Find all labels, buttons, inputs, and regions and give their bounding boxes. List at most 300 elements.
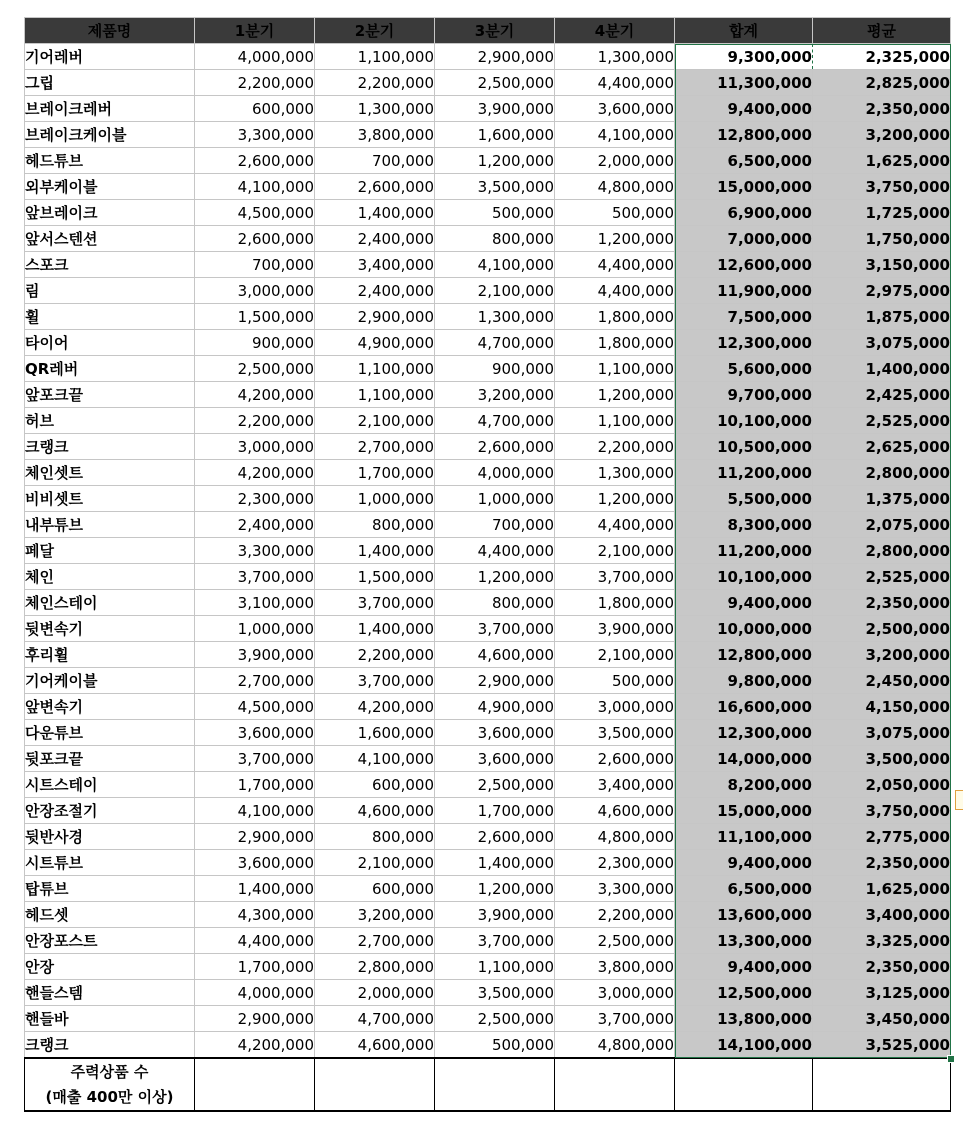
column-header[interactable]: 4분기 [555,18,675,44]
quarter-cell[interactable]: 2,200,000 [195,408,315,434]
quarter-cell[interactable]: 4,800,000 [555,174,675,200]
quarter-cell[interactable]: 3,600,000 [435,720,555,746]
quarter-cell[interactable]: 3,700,000 [315,668,435,694]
quarter-cell[interactable]: 4,400,000 [555,278,675,304]
product-name-cell[interactable]: 체인 [25,564,195,590]
quarter-cell[interactable]: 3,300,000 [195,538,315,564]
quarter-cell[interactable]: 1,100,000 [315,356,435,382]
quarter-cell[interactable]: 2,500,000 [435,1006,555,1032]
total-cell[interactable]: 11,300,000 [675,70,813,96]
product-name-cell[interactable]: 허브 [25,408,195,434]
average-cell[interactable]: 1,725,000 [813,200,951,226]
quarter-cell[interactable]: 1,200,000 [435,148,555,174]
quarter-cell[interactable]: 4,100,000 [555,122,675,148]
product-name-cell[interactable]: 림 [25,278,195,304]
footer-cell-avg[interactable] [813,1058,951,1111]
quarter-cell[interactable]: 2,200,000 [555,902,675,928]
quarter-cell[interactable]: 1,100,000 [555,408,675,434]
quarter-cell[interactable]: 1,600,000 [315,720,435,746]
total-cell[interactable]: 10,500,000 [675,434,813,460]
quarter-cell[interactable]: 4,100,000 [315,746,435,772]
quarter-cell[interactable]: 2,400,000 [315,226,435,252]
quarter-cell[interactable]: 1,400,000 [315,538,435,564]
total-cell[interactable]: 12,800,000 [675,642,813,668]
quarter-cell[interactable]: 2,100,000 [315,408,435,434]
product-name-cell[interactable]: 브레이크레버 [25,96,195,122]
quarter-cell[interactable]: 2,400,000 [195,512,315,538]
total-cell[interactable]: 11,200,000 [675,538,813,564]
product-name-cell[interactable]: 앞서스텐션 [25,226,195,252]
total-cell[interactable]: 7,500,000 [675,304,813,330]
quarter-cell[interactable]: 4,700,000 [435,330,555,356]
quarter-cell[interactable]: 2,300,000 [555,850,675,876]
quarter-cell[interactable]: 1,400,000 [315,200,435,226]
total-cell[interactable]: 8,300,000 [675,512,813,538]
footer-cell-total[interactable] [675,1058,813,1111]
quarter-cell[interactable]: 500,000 [555,668,675,694]
average-cell[interactable]: 2,050,000 [813,772,951,798]
quarter-cell[interactable]: 3,200,000 [315,902,435,928]
quarter-cell[interactable]: 2,900,000 [435,668,555,694]
quarter-cell[interactable]: 2,100,000 [435,278,555,304]
table-row [25,746,951,772]
quarter-cell[interactable]: 2,500,000 [555,928,675,954]
quarter-cell[interactable]: 1,200,000 [555,486,675,512]
quarter-cell[interactable]: 1,300,000 [555,460,675,486]
average-cell[interactable]: 2,975,000 [813,278,951,304]
quarter-cell[interactable]: 1,400,000 [315,616,435,642]
average-cell[interactable]: 3,500,000 [813,746,951,772]
table-row [25,720,951,746]
table-row [25,70,951,96]
product-name-cell[interactable]: 휠 [25,304,195,330]
quarter-cell[interactable]: 1,500,000 [195,304,315,330]
quarter-cell[interactable]: 3,500,000 [435,980,555,1006]
quarter-cell[interactable]: 3,700,000 [555,1006,675,1032]
quarter-cell[interactable]: 700,000 [435,512,555,538]
average-cell[interactable]: 2,350,000 [813,590,951,616]
product-name-cell[interactable]: 내부튜브 [25,512,195,538]
product-name-cell[interactable]: 핸들스템 [25,980,195,1006]
quarter-cell[interactable]: 2,300,000 [195,486,315,512]
quarter-cell[interactable]: 2,700,000 [315,928,435,954]
quarter-cell[interactable]: 1,700,000 [435,798,555,824]
average-cell[interactable]: 4,150,000 [813,694,951,720]
quarter-cell[interactable]: 1,300,000 [555,44,675,70]
quarter-cell[interactable]: 4,400,000 [555,252,675,278]
footer-cell-q3[interactable] [435,1058,555,1111]
footer-cell-q1[interactable] [195,1058,315,1111]
product-name-cell[interactable]: 체인셋트 [25,460,195,486]
average-cell[interactable]: 3,450,000 [813,1006,951,1032]
quarter-cell[interactable]: 3,200,000 [435,382,555,408]
product-name-cell[interactable]: 시트튜브 [25,850,195,876]
quarter-cell[interactable]: 700,000 [315,148,435,174]
quick-analysis-icon[interactable] [955,790,963,810]
quarter-cell[interactable]: 1,000,000 [195,616,315,642]
quarter-cell[interactable]: 3,800,000 [315,122,435,148]
product-name-cell[interactable]: 브레이크케이블 [25,122,195,148]
quarter-cell[interactable]: 500,000 [555,200,675,226]
quarter-cell[interactable]: 4,300,000 [195,902,315,928]
quarter-cell[interactable]: 2,600,000 [435,434,555,460]
table-row [25,876,951,902]
average-cell[interactable]: 3,525,000 [813,1032,951,1059]
quarter-cell[interactable]: 1,200,000 [435,876,555,902]
average-cell[interactable]: 3,125,000 [813,980,951,1006]
quarter-cell[interactable]: 1,600,000 [435,122,555,148]
quarter-cell[interactable]: 3,900,000 [435,902,555,928]
total-cell[interactable]: 5,500,000 [675,486,813,512]
quarter-cell[interactable]: 600,000 [315,772,435,798]
product-name-cell[interactable]: 페달 [25,538,195,564]
quarter-cell[interactable]: 4,500,000 [195,200,315,226]
quarter-cell[interactable]: 3,600,000 [195,720,315,746]
total-cell[interactable]: 11,200,000 [675,460,813,486]
average-cell[interactable]: 3,075,000 [813,720,951,746]
total-cell[interactable]: 9,400,000 [675,96,813,122]
quarter-cell[interactable]: 4,900,000 [435,694,555,720]
product-name-cell[interactable]: 뒷변속기 [25,616,195,642]
quarter-cell[interactable]: 1,100,000 [315,44,435,70]
total-cell[interactable]: 12,600,000 [675,252,813,278]
product-name-cell[interactable]: 다운튜브 [25,720,195,746]
product-name-cell[interactable]: 크랭크 [25,434,195,460]
quarter-cell[interactable]: 4,500,000 [195,694,315,720]
average-cell[interactable]: 3,200,000 [813,122,951,148]
quarter-cell[interactable]: 3,000,000 [555,980,675,1006]
quarter-cell[interactable]: 4,400,000 [195,928,315,954]
quarter-cell[interactable]: 2,500,000 [195,356,315,382]
quarter-cell[interactable]: 900,000 [195,330,315,356]
column-header[interactable]: 합계 [675,18,813,44]
quarter-cell[interactable]: 2,100,000 [555,538,675,564]
quarter-cell[interactable]: 1,000,000 [315,486,435,512]
quarter-cell[interactable]: 1,100,000 [315,382,435,408]
quarter-cell[interactable]: 3,100,000 [195,590,315,616]
product-name-cell[interactable]: 앞브레이크 [25,200,195,226]
fill-handle[interactable] [947,1055,955,1063]
total-cell[interactable]: 13,600,000 [675,902,813,928]
quarter-cell[interactable]: 2,900,000 [195,1006,315,1032]
total-cell[interactable]: 9,400,000 [675,954,813,980]
footer-cell-q4[interactable] [555,1058,675,1111]
quarter-cell[interactable]: 1,200,000 [555,226,675,252]
quarter-cell[interactable]: 4,200,000 [315,694,435,720]
quarter-cell[interactable]: 600,000 [195,96,315,122]
table-row [25,226,951,252]
quarter-cell[interactable]: 2,600,000 [195,148,315,174]
quarter-cell[interactable]: 4,100,000 [195,798,315,824]
product-name-cell[interactable]: 안장포스트 [25,928,195,954]
table-row [25,434,951,460]
average-cell[interactable]: 1,875,000 [813,304,951,330]
average-cell[interactable]: 3,400,000 [813,902,951,928]
product-name-cell[interactable]: 안장 [25,954,195,980]
product-name-cell[interactable]: 기어케이블 [25,668,195,694]
quarter-cell[interactable]: 2,900,000 [435,44,555,70]
total-cell[interactable]: 10,100,000 [675,408,813,434]
quarter-cell[interactable]: 1,200,000 [435,564,555,590]
total-cell[interactable]: 6,500,000 [675,876,813,902]
total-cell[interactable]: 13,800,000 [675,1006,813,1032]
footer-label-cell[interactable] [25,1058,195,1111]
quarter-cell[interactable]: 4,800,000 [555,1032,675,1059]
table-row [25,408,951,434]
total-cell[interactable]: 15,000,000 [675,798,813,824]
table-row [25,486,951,512]
quarter-cell[interactable]: 2,200,000 [555,434,675,460]
quarter-cell[interactable]: 2,200,000 [315,642,435,668]
quarter-cell[interactable]: 2,200,000 [315,70,435,96]
product-name-cell[interactable]: 후리휠 [25,642,195,668]
average-cell[interactable]: 2,500,000 [813,616,951,642]
column-header[interactable]: 3분기 [435,18,555,44]
quarter-cell[interactable]: 800,000 [435,226,555,252]
quarter-cell[interactable]: 4,700,000 [435,408,555,434]
quarter-cell[interactable]: 4,000,000 [195,980,315,1006]
quarter-cell[interactable]: 4,100,000 [195,174,315,200]
average-cell[interactable]: 2,350,000 [813,96,951,122]
average-cell[interactable]: 2,525,000 [813,408,951,434]
total-cell[interactable]: 9,700,000 [675,382,813,408]
quarter-cell[interactable]: 500,000 [435,1032,555,1059]
average-cell[interactable]: 2,800,000 [813,460,951,486]
average-cell[interactable]: 1,625,000 [813,148,951,174]
product-name-cell[interactable]: 헤드튜브 [25,148,195,174]
quarter-cell[interactable]: 3,600,000 [435,746,555,772]
quarter-cell[interactable]: 3,900,000 [555,616,675,642]
product-name-cell[interactable]: 안장조절기 [25,798,195,824]
quarter-cell[interactable]: 4,000,000 [195,44,315,70]
quarter-cell[interactable]: 1,800,000 [555,590,675,616]
header-row [25,18,951,44]
quarter-cell[interactable]: 1,300,000 [435,304,555,330]
average-cell[interactable]: 2,075,000 [813,512,951,538]
total-cell[interactable]: 6,500,000 [675,148,813,174]
total-cell[interactable]: 12,500,000 [675,980,813,1006]
average-cell[interactable]: 2,425,000 [813,382,951,408]
table-row [25,148,951,174]
quarter-cell[interactable]: 1,500,000 [315,564,435,590]
product-name-cell[interactable]: 앞변속기 [25,694,195,720]
quarter-cell[interactable]: 4,400,000 [435,538,555,564]
quarter-cell[interactable]: 2,600,000 [555,746,675,772]
quarter-cell[interactable]: 2,600,000 [315,174,435,200]
quarter-cell[interactable]: 2,600,000 [435,824,555,850]
total-cell[interactable]: 14,000,000 [675,746,813,772]
quarter-cell[interactable]: 1,700,000 [195,954,315,980]
column-header[interactable]: 평균 [813,18,951,44]
quarter-cell[interactable]: 4,700,000 [315,1006,435,1032]
product-name-cell[interactable]: 비비셋트 [25,486,195,512]
product-name-cell[interactable]: 크랭크 [25,1032,195,1059]
quarter-cell[interactable]: 4,600,000 [315,1032,435,1059]
product-name-cell[interactable]: 스포크 [25,252,195,278]
average-cell[interactable]: 3,750,000 [813,798,951,824]
footer-cell-q2[interactable] [315,1058,435,1111]
product-name-cell[interactable]: 뒷반사경 [25,824,195,850]
product-name-cell[interactable]: 외부케이블 [25,174,195,200]
quarter-cell[interactable]: 3,700,000 [195,564,315,590]
quarter-cell[interactable]: 1,100,000 [555,356,675,382]
quarter-cell[interactable]: 2,400,000 [315,278,435,304]
table-row [25,356,951,382]
quarter-cell[interactable]: 2,800,000 [315,954,435,980]
average-cell[interactable]: 2,800,000 [813,538,951,564]
quarter-cell[interactable]: 4,800,000 [555,824,675,850]
average-cell[interactable]: 3,750,000 [813,174,951,200]
average-cell[interactable]: 3,325,000 [813,928,951,954]
quarter-cell[interactable]: 800,000 [435,590,555,616]
average-cell[interactable]: 1,750,000 [813,226,951,252]
quarter-cell[interactable]: 500,000 [435,200,555,226]
quarter-cell[interactable]: 2,100,000 [315,850,435,876]
quarter-cell[interactable]: 1,800,000 [555,330,675,356]
quarter-cell[interactable]: 2,600,000 [195,226,315,252]
total-cell[interactable]: 13,300,000 [675,928,813,954]
quarter-cell[interactable]: 3,500,000 [435,174,555,200]
product-name-cell[interactable]: 헤드셋 [25,902,195,928]
quarter-cell[interactable]: 1,400,000 [195,876,315,902]
product-name-cell[interactable]: 앞포크끝 [25,382,195,408]
quarter-cell[interactable]: 1,800,000 [555,304,675,330]
quarter-cell[interactable]: 1,000,000 [435,486,555,512]
quarter-cell[interactable]: 3,800,000 [555,954,675,980]
quarter-cell[interactable]: 900,000 [435,356,555,382]
average-cell[interactable]: 2,525,000 [813,564,951,590]
quarter-cell[interactable]: 3,700,000 [435,616,555,642]
product-name-cell[interactable]: 탑튜브 [25,876,195,902]
quarter-cell[interactable]: 1,700,000 [315,460,435,486]
quarter-cell[interactable]: 3,000,000 [555,694,675,720]
quarter-cell[interactable]: 4,200,000 [195,1032,315,1059]
quarter-cell[interactable]: 3,600,000 [195,850,315,876]
quarter-cell[interactable]: 2,900,000 [315,304,435,330]
product-name-cell[interactable]: 그립 [25,70,195,96]
quarter-cell[interactable]: 2,000,000 [555,148,675,174]
column-header[interactable]: 제품명 [25,18,195,44]
total-cell[interactable]: 12,800,000 [675,122,813,148]
total-cell[interactable]: 16,600,000 [675,694,813,720]
quarter-cell[interactable]: 3,500,000 [555,720,675,746]
quarter-cell[interactable]: 800,000 [315,824,435,850]
quarter-cell[interactable]: 2,900,000 [195,824,315,850]
quarter-cell[interactable]: 3,000,000 [195,278,315,304]
product-name-cell[interactable]: 체인스테이 [25,590,195,616]
quarter-cell[interactable]: 2,700,000 [315,434,435,460]
quarter-cell[interactable]: 2,700,000 [195,668,315,694]
quarter-cell[interactable]: 3,600,000 [555,96,675,122]
column-header[interactable]: 1분기 [195,18,315,44]
quarter-cell[interactable]: 3,900,000 [435,96,555,122]
average-cell[interactable]: 2,775,000 [813,824,951,850]
quarter-cell[interactable]: 1,300,000 [315,96,435,122]
total-cell[interactable]: 11,900,000 [675,278,813,304]
quarter-cell[interactable]: 4,900,000 [315,330,435,356]
average-cell[interactable]: 2,350,000 [813,954,951,980]
quarter-cell[interactable]: 4,600,000 [435,642,555,668]
total-cell[interactable]: 9,400,000 [675,590,813,616]
quarter-cell[interactable]: 2,100,000 [555,642,675,668]
total-cell[interactable]: 9,400,000 [675,850,813,876]
quarter-cell[interactable]: 3,700,000 [555,564,675,590]
total-cell[interactable]: 15,000,000 [675,174,813,200]
quarter-cell[interactable]: 3,300,000 [555,876,675,902]
average-cell[interactable]: 2,450,000 [813,668,951,694]
total-cell[interactable]: 8,200,000 [675,772,813,798]
average-cell[interactable]: 1,625,000 [813,876,951,902]
total-cell[interactable]: 10,100,000 [675,564,813,590]
total-cell[interactable]: 7,000,000 [675,226,813,252]
quarter-cell[interactable]: 4,000,000 [435,460,555,486]
quarter-cell[interactable]: 2,500,000 [435,772,555,798]
quarter-cell[interactable]: 4,400,000 [555,512,675,538]
quarter-cell[interactable]: 4,200,000 [195,382,315,408]
quarter-cell[interactable]: 4,200,000 [195,460,315,486]
quarter-cell[interactable]: 4,600,000 [315,798,435,824]
quarter-cell[interactable]: 3,700,000 [435,928,555,954]
quarter-cell[interactable]: 4,600,000 [555,798,675,824]
product-name-cell[interactable]: 타이어 [25,330,195,356]
quarter-cell[interactable]: 1,200,000 [555,382,675,408]
total-cell[interactable]: 6,900,000 [675,200,813,226]
quarter-cell[interactable]: 1,400,000 [435,850,555,876]
quarter-cell[interactable]: 2,200,000 [195,70,315,96]
average-cell[interactable]: 1,400,000 [813,356,951,382]
quarter-cell[interactable]: 3,000,000 [195,434,315,460]
total-cell[interactable]: 14,100,000 [675,1032,813,1059]
product-name-cell[interactable]: 시트스테이 [25,772,195,798]
quarter-cell[interactable]: 800,000 [315,512,435,538]
average-cell[interactable]: 2,325,000 [813,44,951,70]
product-name-cell[interactable]: 기어레버 [25,44,195,70]
column-header[interactable]: 2분기 [315,18,435,44]
average-cell[interactable]: 2,350,000 [813,850,951,876]
quarter-cell[interactable]: 3,900,000 [195,642,315,668]
average-cell[interactable]: 1,375,000 [813,486,951,512]
total-cell[interactable]: 10,000,000 [675,616,813,642]
quarter-cell[interactable]: 700,000 [195,252,315,278]
average-cell[interactable]: 3,075,000 [813,330,951,356]
product-name-cell[interactable]: 핸들바 [25,1006,195,1032]
total-cell[interactable]: 9,300,000 [675,44,813,70]
average-cell[interactable]: 2,825,000 [813,70,951,96]
average-cell[interactable]: 3,200,000 [813,642,951,668]
quarter-cell[interactable]: 4,400,000 [555,70,675,96]
quarter-cell[interactable]: 2,500,000 [435,70,555,96]
quarter-cell[interactable]: 2,000,000 [315,980,435,1006]
total-cell[interactable]: 12,300,000 [675,720,813,746]
total-cell[interactable]: 5,600,000 [675,356,813,382]
total-cell[interactable]: 9,800,000 [675,668,813,694]
average-cell[interactable]: 3,150,000 [813,252,951,278]
quarter-cell[interactable]: 3,400,000 [555,772,675,798]
quarter-cell[interactable]: 600,000 [315,876,435,902]
quarter-cell[interactable]: 3,400,000 [315,252,435,278]
quarter-cell[interactable]: 3,700,000 [315,590,435,616]
quarter-cell[interactable]: 3,300,000 [195,122,315,148]
quarter-cell[interactable]: 4,100,000 [435,252,555,278]
product-name-cell[interactable]: 뒷포크끝 [25,746,195,772]
total-cell[interactable]: 12,300,000 [675,330,813,356]
quarter-cell[interactable]: 3,700,000 [195,746,315,772]
average-cell[interactable]: 2,625,000 [813,434,951,460]
total-cell[interactable]: 11,100,000 [675,824,813,850]
product-name-cell[interactable]: QR레버 [25,356,195,382]
quarter-cell[interactable]: 1,700,000 [195,772,315,798]
quarter-cell[interactable]: 1,100,000 [435,954,555,980]
